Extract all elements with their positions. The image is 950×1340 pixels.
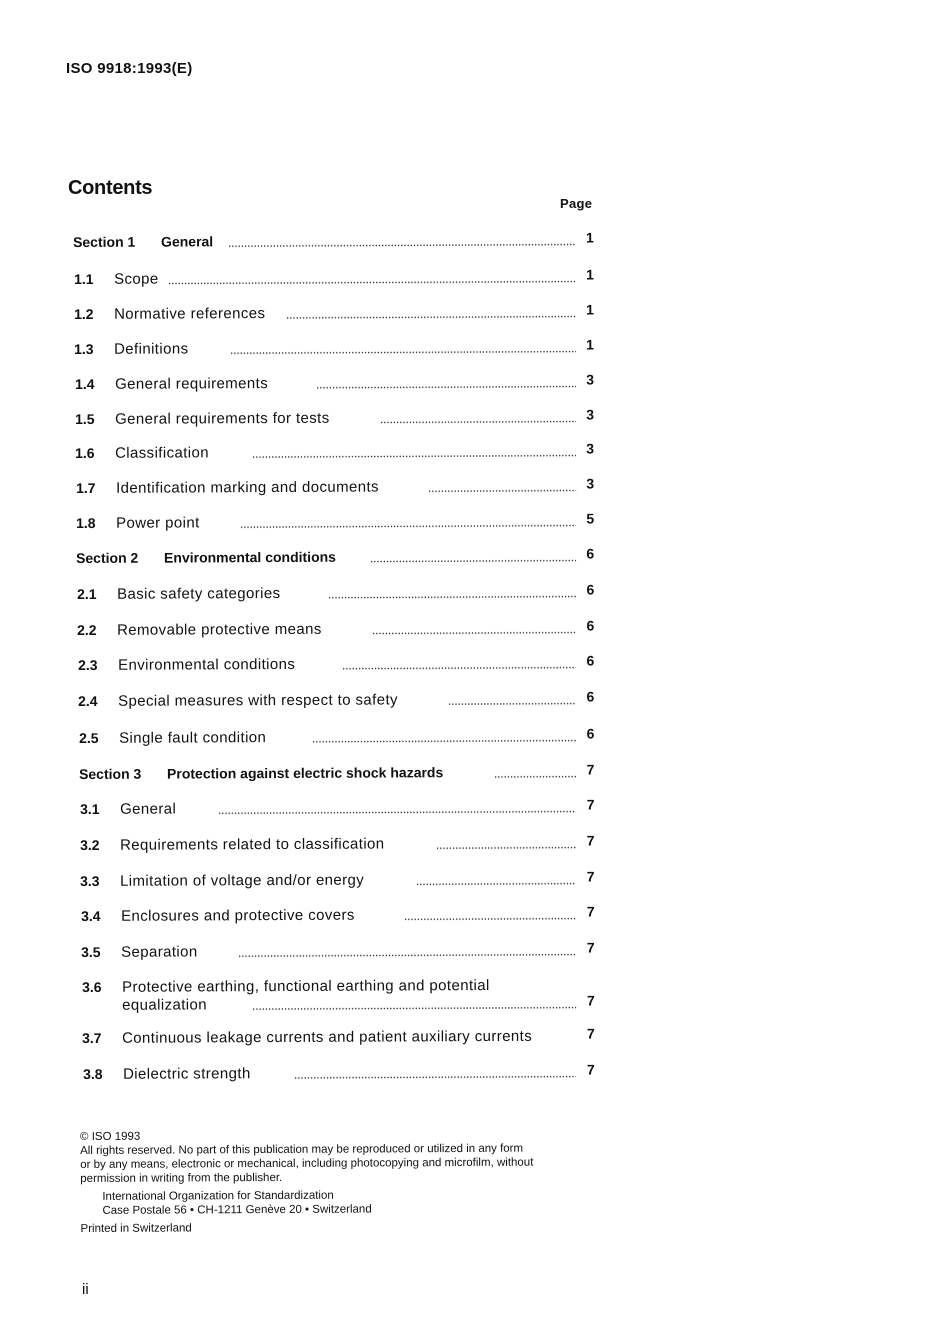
toc-entry-page: 3: [586, 440, 595, 457]
toc-entry-number: 1.7: [76, 479, 96, 496]
toc-entry-number: 3.7: [82, 1029, 102, 1046]
toc-entry: [76, 512, 616, 535]
toc-entry-page: 1: [586, 266, 594, 283]
toc-entry-page: 7: [586, 992, 595, 1009]
toc-entry-title: Removable protective means: [116, 620, 322, 639]
toc-entry-page: 3: [586, 475, 595, 492]
toc-entry-title: Enclosures and protective covers: [120, 906, 355, 925]
toc-entry-number: 3.2: [80, 836, 100, 853]
toc-entry-page: 3: [586, 371, 595, 388]
page-column-label: Page: [560, 196, 593, 211]
toc-entry: [83, 1063, 623, 1086]
toc-entry-number: 3.5: [81, 943, 101, 960]
document-id: ISO 9918:1993(E): [66, 60, 193, 77]
toc-section-entry: [79, 763, 619, 786]
toc-entry-title: Special measures with respect to safety: [117, 691, 398, 710]
toc-entry-page: 7: [586, 903, 595, 920]
toc-entry-title: Separation: [120, 943, 198, 961]
toc-dot-leader: [218, 811, 576, 815]
rights-line: or by any means, electronic or mechanical, including photocopying and microfilm, without: [80, 1156, 534, 1171]
toc-entry-title: Requirements related to classification: [119, 835, 385, 854]
toc-entry: [74, 338, 614, 361]
toc-entry-number: 1.8: [76, 514, 96, 531]
toc-dot-leader: [416, 883, 576, 886]
toc-section-entry: [73, 231, 613, 254]
toc-entry: [75, 373, 615, 396]
toc-entry-page: 3: [586, 406, 595, 423]
toc-entry-page: 7: [586, 761, 595, 778]
toc-dot-leader: [372, 632, 576, 635]
toc-entry-number: 2.1: [77, 585, 97, 602]
toc-entry-title: General requirements: [114, 375, 269, 393]
toc-entry: [80, 834, 620, 857]
toc-entry: [82, 1027, 622, 1050]
toc-entry-number: Section 2: [76, 549, 139, 566]
toc-entry-title: General: [119, 800, 177, 818]
toc-entry-title: Power point: [115, 514, 200, 532]
toc-entry-title: General requirements for tests: [114, 409, 330, 428]
toc-entry-title: Basic safety categories: [116, 585, 281, 603]
toc-entry-page: 6: [586, 688, 595, 705]
toc-entry-title: Normative references: [113, 305, 266, 323]
toc-entry-number: 2.2: [77, 621, 97, 638]
toc-entry-page: 7: [586, 832, 595, 849]
toc-entry-number: 3.8: [83, 1065, 103, 1082]
toc-dot-leader: [252, 455, 576, 459]
toc-entry: [81, 905, 621, 928]
toc-entry: [75, 408, 615, 431]
toc-entry: [77, 619, 617, 642]
toc-entry-number: 3.4: [81, 907, 101, 924]
toc-entry: [80, 870, 620, 893]
toc-entry-page: 6: [586, 617, 595, 634]
toc-dot-leader: [436, 847, 576, 850]
toc-entry-number: 2.4: [78, 692, 98, 709]
rights-line: All rights reserved. No part of this publication may be reproduced or utilized in any form: [80, 1142, 524, 1157]
organization-address: Case Postale 56 • CH-1211 Genève 20 • Switzerland: [102, 1203, 372, 1217]
toc-dot-leader: [240, 525, 576, 529]
toc-entry-title: Single fault condition: [118, 729, 267, 747]
toc-entry-page: 7: [586, 939, 595, 956]
toc-entry-page: 1: [586, 301, 594, 318]
toc-entry-number: 2.3: [78, 656, 98, 673]
toc-entry: [82, 976, 622, 1014]
toc-entry-title: Classification: [114, 444, 210, 462]
toc-entry-page: 5: [586, 510, 595, 527]
toc-entry: [74, 268, 614, 291]
toc-entry: [75, 442, 615, 465]
toc-entry-number: 3.3: [80, 872, 100, 889]
toc-dot-leader: [228, 244, 576, 248]
toc-dot-leader: [328, 596, 576, 599]
toc-dot-leader: [494, 776, 576, 778]
toc-entry-title: Scope: [113, 270, 159, 288]
toc-entry-number: 1.3: [74, 340, 94, 357]
toc-entry: [81, 941, 621, 964]
toc-dot-leader: [342, 667, 576, 670]
toc-entry-page: 1: [585, 229, 594, 246]
toc-dot-leader: [312, 740, 576, 743]
toc-entry-number: 2.5: [79, 729, 99, 746]
toc-entry-page: 6: [586, 545, 595, 562]
toc-entry-title: Protection against electric shock hazards: [166, 764, 444, 782]
copyright-notice: [80, 1127, 621, 1236]
toc-dot-leader: [404, 918, 576, 921]
toc-entry-title: Protective earthing, functional earthing and potential equalization: [121, 977, 490, 1014]
toc-dot-leader: [238, 954, 576, 958]
toc-entry-page: 7: [586, 1025, 595, 1042]
organization-name: International Organization for Standardization: [102, 1189, 334, 1203]
toc-entry-page: 6: [586, 725, 595, 742]
toc-entry-title: Limitation of voltage and/or energy: [119, 871, 365, 890]
toc-dot-leader: [428, 490, 576, 493]
toc-dot-leader: [168, 281, 576, 285]
toc-entry-number: Section 3: [79, 765, 142, 782]
toc-entry-page: 6: [586, 652, 595, 669]
toc-dot-leader: [316, 386, 576, 389]
toc-dot-leader: [380, 421, 576, 424]
toc-entry-number: 1.1: [74, 270, 94, 287]
toc-entry-number: 3.6: [82, 978, 102, 995]
toc-entry-title: Definitions: [113, 340, 189, 358]
toc-dot-leader: [448, 703, 576, 706]
printed-in: Printed in Switzerland: [80, 1222, 192, 1235]
toc-entry: [78, 654, 618, 677]
toc-entry: [79, 727, 619, 750]
page-number: ii: [82, 1281, 89, 1298]
toc-entry-number: 1.2: [74, 305, 94, 322]
toc-entry-page: 7: [586, 868, 595, 885]
toc-entry-title: Identification marking and documents: [115, 478, 379, 497]
toc-entry: [80, 798, 620, 821]
toc-entry-page: 6: [586, 581, 595, 598]
toc-entry-number: 1.6: [75, 444, 95, 461]
toc-entry-page: 7: [586, 796, 595, 813]
toc-entry-page: 1: [586, 336, 594, 353]
toc-entry-page: 7: [586, 1061, 595, 1078]
toc-entry-number: 1.4: [75, 375, 95, 392]
copyright-line: © ISO 1993: [80, 1130, 141, 1143]
toc-entry-number: 1.5: [75, 410, 95, 427]
contents-heading: Contents: [68, 177, 153, 199]
rights-line: permission in writing from the publisher.: [80, 1171, 283, 1185]
toc-entry-number: 3.1: [80, 800, 100, 817]
toc-dot-leader: [230, 351, 576, 355]
toc-entry-title: Environmental conditions: [117, 655, 296, 674]
toc-entry: [77, 583, 617, 606]
toc-entry: [78, 690, 618, 713]
toc-entry-title: General: [160, 233, 214, 250]
toc-entry-title: Dielectric strength: [122, 1065, 251, 1083]
toc-entry-number: Section 1: [73, 233, 136, 250]
toc-entry: [74, 303, 614, 326]
toc-section-entry: [76, 547, 616, 570]
toc-dot-leader: [294, 1076, 576, 1079]
toc-dot-leader: [370, 560, 576, 563]
toc-entry-title: Continuous leakage currents and patient auxiliary currents: [121, 1027, 533, 1047]
toc-entry-title: Environmental conditions: [163, 548, 336, 566]
toc-dot-leader: [286, 316, 576, 319]
toc-entry: [76, 477, 616, 500]
